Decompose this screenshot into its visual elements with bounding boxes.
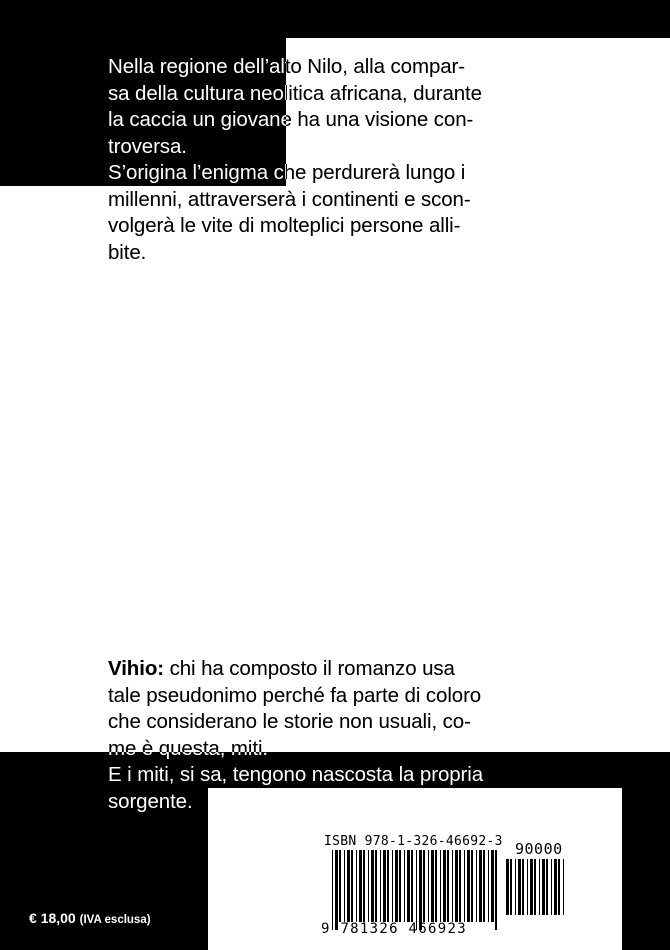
barcode-bar xyxy=(452,850,453,922)
blurb-line: millenni, attraverserà i continenti e scon- xyxy=(108,187,471,211)
barcode-bar xyxy=(491,850,494,922)
barcode-bar xyxy=(395,850,398,922)
barcode-bar xyxy=(558,859,560,915)
barcode-bar xyxy=(387,850,389,922)
barcode-bar xyxy=(431,850,434,922)
price-label xyxy=(29,910,151,926)
blurb-line: sa della cultura neolitica africana, durante xyxy=(108,81,482,105)
blurb-line: S’origina l’enigma che perdurerà lungo i xyxy=(108,161,466,184)
barcode-bar xyxy=(411,850,413,922)
barcode-bar xyxy=(527,859,528,915)
barcode-bar xyxy=(440,850,441,922)
barcode-bar xyxy=(335,850,338,930)
barcode-bar xyxy=(428,850,429,922)
barcode-bar xyxy=(539,859,540,915)
barcode-bar xyxy=(423,850,425,922)
blurb-line: troversa. xyxy=(108,134,187,158)
author-line-text: chi ha composto il romanzo usa xyxy=(163,657,455,680)
barcode-bar xyxy=(339,850,341,922)
author-name: Vihio: xyxy=(108,657,164,680)
blurb-line: Nella regione dell’alto Nilo, alla compar- xyxy=(108,55,466,78)
author-line: me è questa, miti. xyxy=(108,736,268,760)
author-line: sorgente. xyxy=(108,789,193,813)
barcode-bar xyxy=(419,850,422,930)
barcode-bar xyxy=(455,850,458,922)
barcode-bar xyxy=(356,850,357,922)
author-line xyxy=(108,656,512,683)
author-line: tale pseudonimo perché fa parte di coloro xyxy=(108,683,482,707)
barcode-bar xyxy=(363,850,365,922)
price-amount: € 18,00 xyxy=(29,910,76,926)
blurb-text xyxy=(108,54,512,266)
barcode-bar xyxy=(344,850,345,922)
blurb-line: volgerà le vite di molteplici persone alli- xyxy=(108,214,461,237)
barcode-bar xyxy=(483,850,485,922)
barcode-bar xyxy=(522,859,524,915)
author-line: E i miti, si sa, tengono nascosta la propria xyxy=(108,763,484,786)
barcode-bar xyxy=(563,859,564,915)
barcode-bar xyxy=(518,859,521,915)
barcode-bar xyxy=(399,850,401,922)
barcode-bar xyxy=(447,850,449,922)
barcode-bar xyxy=(459,850,461,922)
addon-barcode xyxy=(506,859,566,923)
blurb-line: bite. xyxy=(108,240,147,264)
vat-note: (IVA esclusa) xyxy=(79,914,151,926)
barcode-bar xyxy=(380,850,381,922)
barcode-bar xyxy=(404,850,405,922)
barcode-bar xyxy=(515,859,516,915)
blurb-line: la caccia un giovane ha una visione con- xyxy=(108,108,474,131)
isbn-label: ISBN 978-1-326-46692-3 xyxy=(324,834,503,849)
barcode-bar xyxy=(464,850,465,922)
barcode-bar xyxy=(443,850,446,922)
barcode-bar xyxy=(551,859,552,915)
barcode-bar xyxy=(546,859,548,915)
barcode-bar xyxy=(534,859,536,915)
barcode-bar xyxy=(542,859,545,915)
barcode-bar xyxy=(359,850,362,922)
barcode-bar xyxy=(510,859,512,915)
barcode-bar xyxy=(416,850,417,930)
barcode-bar xyxy=(383,850,386,922)
barcode-bar xyxy=(368,850,369,922)
barcode-bar xyxy=(506,859,509,915)
barcode-bar xyxy=(371,850,374,922)
author-line: che considerano le storie non usuali, co- xyxy=(108,710,471,733)
barcode-bar xyxy=(471,850,473,922)
barcode-bar xyxy=(392,850,393,922)
barcode-bar xyxy=(375,850,377,922)
barcode-bar xyxy=(351,850,353,922)
top-black-band xyxy=(0,0,670,38)
barcode-bar xyxy=(467,850,470,922)
addon-digits: 90000 xyxy=(515,840,563,858)
barcode-bar xyxy=(488,850,489,922)
barcode-panel xyxy=(208,788,622,950)
barcode-bar xyxy=(495,850,497,930)
ean-digits: 9 781326 466923 xyxy=(321,921,467,937)
barcode-bar xyxy=(407,850,410,922)
barcode-bar xyxy=(347,850,350,922)
ean-barcode xyxy=(332,850,502,930)
barcode-bar xyxy=(554,859,557,915)
barcode-bar xyxy=(435,850,437,922)
barcode-bar xyxy=(476,850,477,922)
barcode-bar xyxy=(530,859,533,915)
barcode-bar xyxy=(332,850,333,930)
barcode-bar xyxy=(479,850,482,922)
